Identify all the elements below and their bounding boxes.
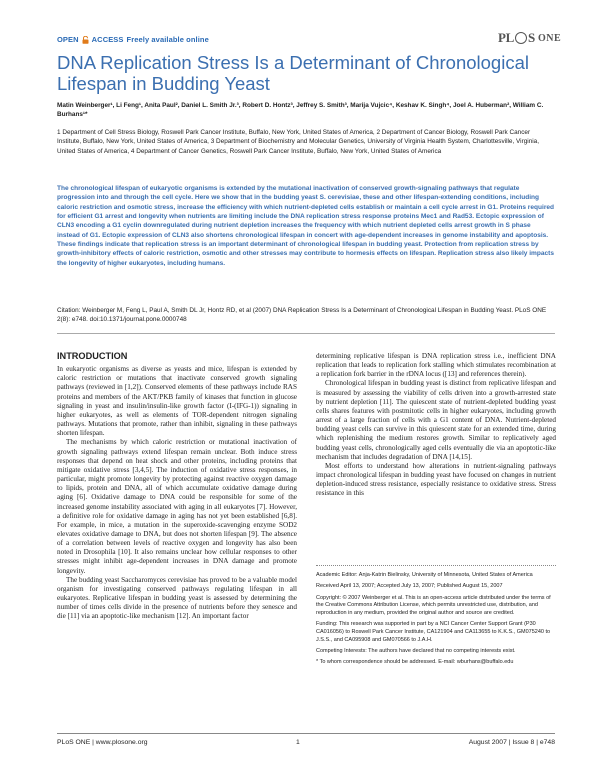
academic-editor: Academic Editor: Anja-Katrin Bielinsky, University of Minnesota, United States of America xyxy=(316,572,533,578)
paragraph: Most efforts to understand how alterations in nutrient-signaling pathways impact chronological lifespan in budding yeast have focused on changes in nutrient depletion-induced stress resistance, especially resistance to oxidative stress. Stress resistance in this xyxy=(316,461,556,498)
open-access-lock-icon xyxy=(82,36,89,44)
logo-s-text: S xyxy=(528,30,535,45)
open-access-banner xyxy=(57,35,209,44)
divider xyxy=(57,333,555,334)
column-right xyxy=(316,352,556,499)
footer-divider xyxy=(57,733,555,734)
copyright: Copyright: © 2007 Weinberger et al. This is an open-access article distributed under the terms of the Creative Commons Attribution License, which permits unrestricted use, distribution, and reproduction in any medium, provided the original author and source are credited. xyxy=(316,594,551,616)
funding: Funding: This research was supported in part by a NCI Cancer Center Support Grant (P30 CA016056) to Roswell Park Cancer Institute, CA121904 and CA113655 to K.K.S., GM075240 to J.S.S., and CA095908 and GM070566 to J.A.H. xyxy=(316,621,551,643)
publication-dates: Received April 13, 2007; Accepted July 13, 2007; Published August 15, 2007 xyxy=(316,583,503,590)
correspondence: * To whom correspondence should be addressed. E-mail: wburhans@buffalo.edu xyxy=(316,659,514,666)
column-left xyxy=(57,352,297,622)
logo-one-text: ONE xyxy=(537,32,562,44)
section-heading: INTRODUCTION xyxy=(57,351,128,361)
open-label: OPEN xyxy=(57,35,79,44)
access-label: ACCESS xyxy=(91,35,124,44)
logo-plos-text: PL xyxy=(498,30,515,45)
paragraph: The budding yeast Saccharomyces cerevisiae has proved to be a valuable model organism for investigating conserved pathways regulating lifespan in all eukaryotes. Replicative lifespan in budding yeast is assessed by determining the number of times cells divide in the presence of nutrients before they senesce and die [11] via an apoptotic-like mechanism [12]. An important factor xyxy=(57,575,297,621)
freely-available-label: Freely available online xyxy=(126,35,209,44)
article-title: DNA Replication Stress Is a Determinant of Chronological Lifespan in Budding Yeast xyxy=(57,52,529,94)
paragraph: Chronological lifespan in budding yeast is distinct from replicative lifespan and is measured by assessing the viability of cells driven into a growth-arrested state by nutrient depletion [11]. The quiescent state of nutrient-depleted budding yeast cells shares features with postmitotic cells in higher eukaryotes, including growth arrest of a large fraction of cells with a G1 content of DNA. Nutrient-depleted budding yeast cells can survive in this quiescent state for an extended time, during which replenishing the medium restores growth. Similar to replicatively aged budding yeast cells, chronologically aged cells eventually die via an apoptotic-like mechanism that includes degradation of DNA [14,15]. xyxy=(316,379,556,461)
plos-one-logo xyxy=(498,30,561,46)
author-list: Matin Weinberger¹, Li Feng¹, Anita Paul², Daniel L. Smith Jr.³, Robert D. Hontz³, Jeffrey S. Smith³, Marija Vujcic⁴, Keshav K. Singh⁴, Joel A. Huberman², William C. Burhans¹* xyxy=(57,102,544,119)
paragraph: The mechanisms by which caloric restriction or mutational inactivation of growth signaling pathways extend lifespan remain unclear. Both induce stress responses that depend on heat shock and other proteins, including proteins that mitigate oxidative stress [3,4,5]. The induction of oxidative stress responses, in particular, might promote longevity by protecting against reactive oxygen damage to lipids, protein and DNA, all of which accumulate oxidative damage during aging [6]. Oxidative damage to DNA could be responsible for some of the increased genome instability associated with aging in all eukaryotes [7]. However, a definitive role for oxidative damage in aging has not yet been established [6,8]. For example, in mice, a mutation in the superoxide-scavenging enzyme SOD2 elevates oxidative damage to DNA, but does not shorten lifespan [9]. The absence of a correlation between levels of reactive oxygen and longevity has also been noted in Drosophila [10]. It also remains unclear how cellular responses to other stresses might inhibit age-dependent increases in DNA damage and promote longevity. xyxy=(57,438,297,575)
logo-o-circle-icon xyxy=(515,32,527,44)
dotted-divider xyxy=(316,565,556,566)
paragraph: determining replicative lifespan is DNA replication stress i.e., inefficient DNA replication that leads to replication fork stalling which stimulates recombination at a replication fork barrier in the rDNA locus ([13] and references therein). xyxy=(316,352,556,379)
paragraph: In eukaryotic organisms as diverse as yeasts and mice, lifespan is extended by caloric restriction or mutations that inactivate conserved growth signaling pathways (reviewed in [1,2]). Conserved elements of these pathways include RAS proteins and members of the AKT/PKB family of kinases that function in glucose signaling in yeast and insulin/insulin-like growth factor (I-(IFG-1)) signaling in higher eukaryotes, as well as elements of TOR-dependent nitrogen signaling pathways. Mutations that promote, rather than inhibit, signaling in these pathways shorten lifespan. xyxy=(57,365,297,438)
article-metadata xyxy=(316,572,556,671)
page-number: 1 xyxy=(296,739,300,746)
footer-issue: August 2007 | Issue 8 | e748 xyxy=(468,739,555,746)
footer-journal: PLoS ONE | www.plosone.org xyxy=(57,739,148,746)
citation: Citation: Weinberger M, Feng L, Paul A, Smith DL Jr, Hontz RD, et al (2007) DNA Replication Stress Is a Determinant of Chronological Lifespan in Budding Yeast. PLoS ONE 2(8): e748. doi:10.1371/journal.pone.0000748 xyxy=(57,307,547,324)
affiliations: 1 Department of Cell Stress Biology, Roswell Park Cancer Institute, Buffalo, New York, United States of America, 2 Department of Cancer Biology, Roswell Park Cancer Institute, Buffalo, New York, United States of America, 3 Department of Biochemistry and Molecular Genetics, University of Virginia Health System, Charlottesville, Virginia, United States of America, 4 Department of Cancer Genetics, Roswell Park Cancer Institute, Buffalo, New York, United States of America xyxy=(57,129,540,155)
competing-interests: Competing Interests: The authors have declared that no competing interests exist. xyxy=(316,647,516,654)
abstract: The chronological lifespan of eukaryotic organisms is extended by the mutational inactivation of conserved growth-signaling pathways that regulate progression into and through the cell cycle. Here we show that in the budding yeast S. cerevisiae, these and other lifespan-extending conditions, including caloric restriction and osmotic stress, increase the efficiency with which nutrient-depleted cells establish or maintain a cell cycle arrest in G1. Proteins required for efficient G1 arrest and longevity when nutrients are limiting include the DNA replication stress response proteins Mec1 and Rad53. Ectopic expression of CLN3 encoding a G1 cyclin downregulated during nutrient depletion increases the frequency with which nutrient depleted cells arrest growth in S phase instead of G1. Ectopic expression of CLN3 also shortens chronological lifespan in concert with age-dependent increases in genome instability and apoptosis. These findings indicate that replication stress is an important determinant of chronological lifespan in budding yeast. Protection from replication stress by growth-inhibitory effects of caloric restriction, osmotic and other stresses may contribute to hormesis effects on lifespan. Replication stress also likely impacts the longevity of higher eukaryotes, including humans. xyxy=(57,185,555,267)
